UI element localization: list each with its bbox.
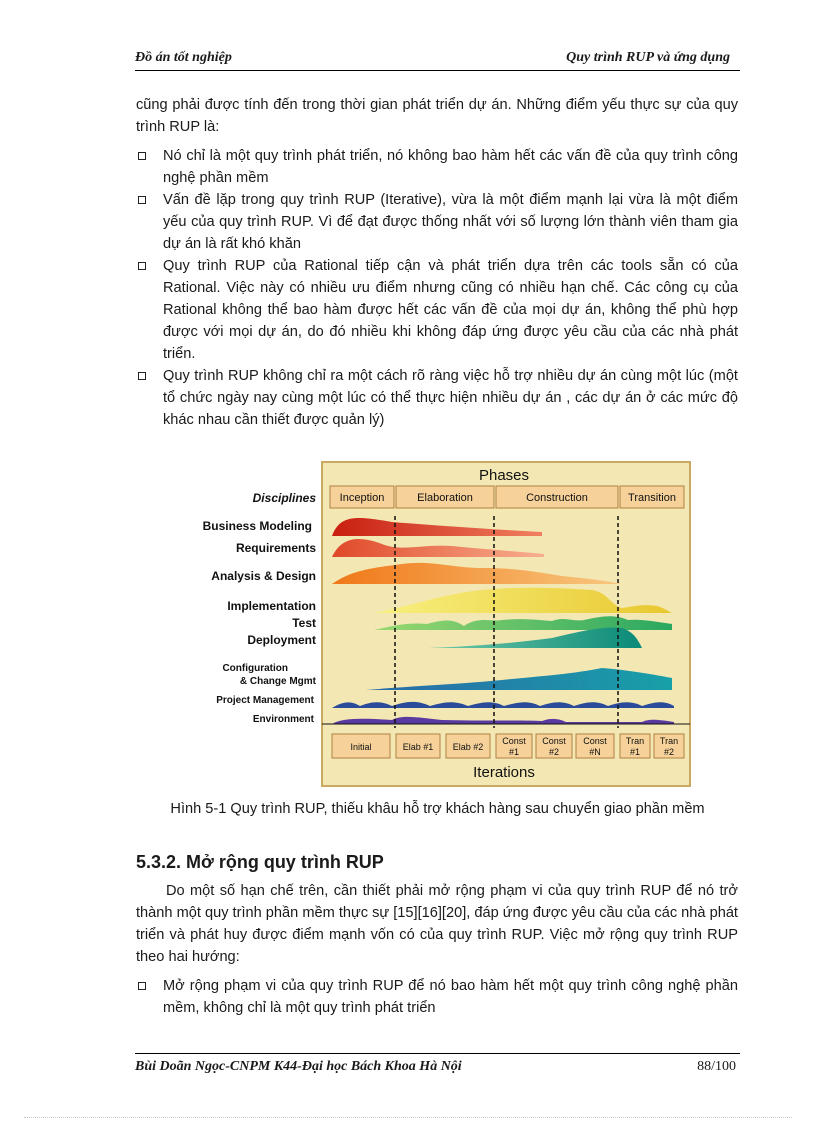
weakness-item <box>136 365 738 431</box>
figure-caption: Hình 5-1 Quy trình RUP, thiếu khâu hỗ trợ khách hàng sau chuyển giao phần mềm <box>170 801 705 817</box>
weakness-text: Nó chỉ là một quy trình phát triển, nó không bao hàm hết các vấn đề của quy trình công nghệ phần mềm <box>163 148 738 186</box>
weakness-item <box>136 189 738 255</box>
discipline-change-mgmt: & Change Mgmt <box>239 676 316 687</box>
discipline-project-management: Project Management <box>216 695 314 706</box>
footer-author: Bùi Doãn Ngọc-CNPM K44-Đại học Bách Khoa Hà Nội <box>135 1059 462 1074</box>
square-bullet-icon <box>138 152 146 160</box>
header-title-left: Đồ án tốt nghiệp <box>135 50 232 65</box>
iterations-title: Iterations <box>473 764 535 781</box>
square-bullet-icon <box>138 262 146 270</box>
discipline-deployment: Deployment <box>247 633 316 647</box>
rup-diagram-svg <box>182 456 694 791</box>
weakness-text: Quy trình RUP của Rational tiếp cận và phát triển dựa trên các tools sẵn có của Rational. Việc này có nhiều ưu điểm nhưng cũng có nhiều hạn chế. Các công cụ của Rational không thể bao hàm được hết các vấn đề của mọi dự án, không thể phù hợp được với mọi dự án, do đó nhiều khi không đáp ứng được yêu cầu của các nhà phát triển. <box>163 258 738 362</box>
page-header <box>135 48 740 71</box>
extension-item <box>136 975 738 1019</box>
phase-label-inception: Inception <box>339 492 385 504</box>
iteration-label-const1-num: #1 <box>508 747 520 757</box>
extension-list <box>136 975 738 1019</box>
discipline-configuration: Configuration <box>222 663 288 674</box>
discipline-analysis-design: Analysis & Design <box>211 569 316 583</box>
iteration-label-tran1: Tran <box>625 736 645 746</box>
disciplines-title: Disciplines <box>252 491 316 505</box>
weaknesses-block <box>136 94 738 431</box>
square-bullet-icon <box>138 372 146 380</box>
square-bullet-icon <box>138 982 146 990</box>
iteration-label-const1: Const <box>502 736 526 746</box>
phase-label-transition: Transition <box>628 492 676 504</box>
rup-diagram <box>182 456 694 791</box>
section-heading: 5.3.2. Mở rộng quy trình RUP <box>136 852 384 872</box>
phases-title: Phases <box>478 467 530 484</box>
page-footer <box>135 1053 740 1078</box>
section-body <box>136 880 738 1019</box>
iteration-label-tran2: Tran <box>659 736 679 746</box>
phase-label-elaboration: Elaboration <box>417 492 473 504</box>
iteration-label-tran2-num: #2 <box>663 747 675 757</box>
iteration-label-const2: Const <box>542 736 566 746</box>
intro-paragraph: cũng phải được tính đến trong thời gian phát triển dự án. Những điểm yếu thực sự của quy trình RUP là: <box>136 97 738 135</box>
iteration-label-initial: Initial <box>350 742 372 752</box>
section-paragraph: Do một số hạn chế trên, cần thiết phải mở rộng phạm vi của quy trình RUP để nó trở thành một quy trình phần mềm thực sự [15][16][20], đáp ứng được yêu cầu của các nhà phát triển và phát huy được điểm mạnh vốn có của quy trình RUP. Việc mở rộng quy trình RUP theo hai hướng: <box>136 883 738 965</box>
weakness-item <box>136 255 738 365</box>
iteration-label-const2-num: #2 <box>548 747 560 757</box>
discipline-test: Test <box>292 616 316 630</box>
phase-label-construction: Construction <box>526 492 588 504</box>
iteration-label-constn: Const <box>583 736 607 746</box>
iteration-label-elab2: Elab #2 <box>452 742 484 752</box>
iteration-label-elab1: Elab #1 <box>402 742 434 752</box>
page-bottom-divider <box>24 1117 792 1118</box>
header-title-right: Quy trình RUP và ứng dụng <box>566 50 730 65</box>
discipline-business-modeling: Business Modeling <box>202 519 312 533</box>
extension-text: Mở rộng phạm vi của quy trình RUP để nó bao hàm hết một quy trình công nghệ phần mềm, không chỉ là một quy trình phát triển <box>163 978 738 1016</box>
discipline-environment: Environment <box>252 714 314 725</box>
weakness-list <box>136 145 738 431</box>
weakness-item <box>136 145 738 189</box>
weakness-text: Quy trình RUP không chỉ ra một cách rõ ràng việc hỗ trợ nhiều dự án cùng một lúc (một tổ chức ngày nay cùng một lúc có thể thực hiện nhiều dự án , các dự án ở các mức độ khác nhau cần thiết được quản lý) <box>163 368 738 428</box>
page-number: 88/100 <box>697 1059 736 1074</box>
iteration-label-constn-num: #N <box>589 747 601 757</box>
weakness-text: Vấn đề lặp trong quy trình RUP (Iterative), vừa là một điểm mạnh lại vừa là một điểm yếu của quy trình RUP. Vì để đạt được thống nhất với số lượng lớn thành viên tham gia dự án là rất khó khăn <box>163 192 738 252</box>
discipline-requirements: Requirements <box>235 541 316 555</box>
discipline-implementation: Implementation <box>227 599 316 613</box>
iteration-label-tran1-num: #1 <box>629 747 641 757</box>
square-bullet-icon <box>138 196 146 204</box>
